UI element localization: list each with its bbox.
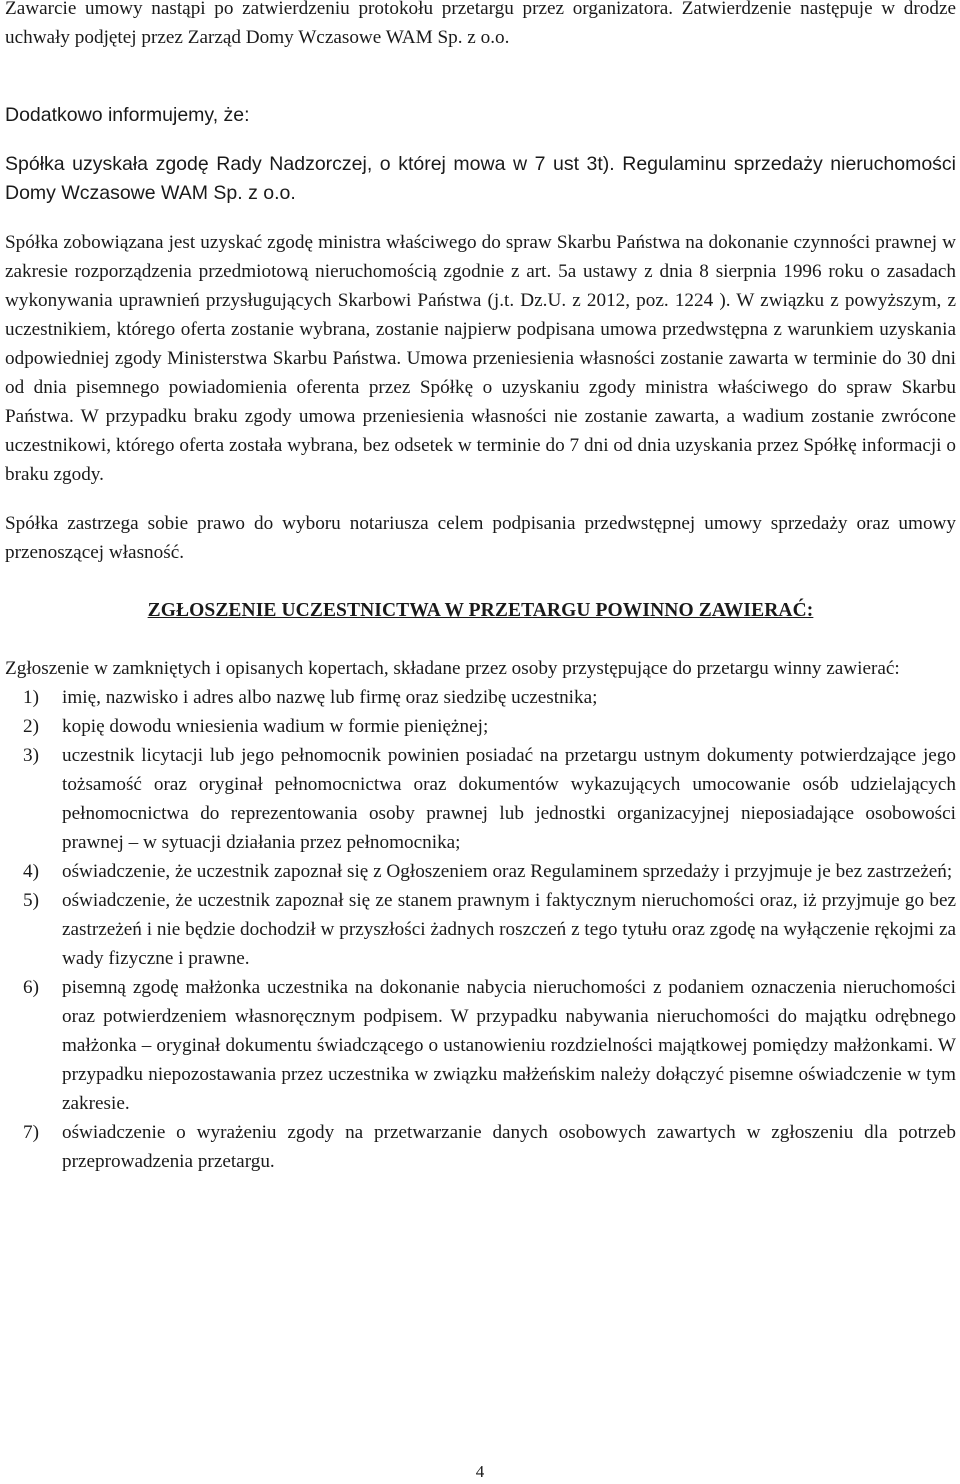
list-item-text: imię, nazwisko i adres albo nazwę lub firmę oraz siedzibę uczestnika;	[62, 687, 598, 708]
spacer	[5, 625, 956, 654]
list-item-number: 3)	[23, 745, 39, 766]
list-item-text: oświadczenie, że uczestnik zapoznał się ze stanem prawnym i faktycznym nieruchomości oraz, iż przyjmuje go bez zastrzeżeń i nie będzie dochodził w przyszłości żadnych roszczeń z tego tytułu oraz zgodę na wyłączenie rękojmi za wady fizyczne i prawne.	[62, 890, 956, 969]
list-item-number: 2)	[23, 716, 39, 737]
list-item	[5, 712, 956, 741]
spacer	[5, 208, 956, 228]
spacer	[5, 567, 956, 596]
spacer	[5, 130, 956, 150]
list-item-text: kopię dowodu wniesienia wadium w formie pieniężnej;	[62, 716, 489, 737]
section-intro: Zgłoszenie w zamkniętych i opisanych kopertach, składane przez osoby przystępujące do przetargu winny zawierać:	[5, 658, 900, 679]
closing-paragraph: Zawarcie umowy nastąpi po zatwierdzeniu protokołu przetargu przez organizatora. Zatwierdzenie następuje w drodze uchwały podjętej przez Zarząd Domy Wczasowe WAM Sp. z o.o.	[5, 0, 956, 48]
list-item-number: 7)	[23, 1122, 39, 1143]
list-item-number: 1)	[23, 687, 39, 708]
list-item-number: 5)	[23, 890, 39, 911]
document-page	[5, 0, 956, 1176]
list-item-number: 4)	[23, 861, 39, 882]
notary-paragraph: Spółka zastrzega sobie prawo do wyboru notariusza celem podpisania przedwstępnej umowy sprzedaży oraz umowy przenoszącej własność.	[5, 513, 956, 563]
list-item-text: oświadczenie, że uczestnik zapoznał się z Ogłoszeniem oraz Regulaminem sprzedaży i przyjmuje je bez zastrzeżeń;	[62, 861, 953, 882]
additional-info-intro: Dodatkowo informujemy, że:	[5, 104, 250, 126]
list-item-text: pisemną zgodę małżonka uczestnika na dokonanie nabycia nieruchomości z podaniem oznaczenia nieruchomości oraz potwierdzeniem własnoręcznym podpisem. W przypadku nabywania nieruchomości do majątku odrębnego małżonka – oryginał dokumentu świadczącego o ustanowieniu rozdzielności majątkowej pomiędzy małżonkami. W przypadku niepozostawania przez uczestnika w związku małżeńskim należy dołączyć pisemne oświadczenie w tym zakresie.	[62, 977, 956, 1114]
list-item-text: oświadczenie o wyrażeniu zgody na przetwarzanie danych osobowych zawartych w zgłoszeniu dla potrzeb przeprowadzenia przetargu.	[62, 1122, 956, 1172]
spacer	[5, 81, 956, 101]
minister-consent-paragraph: Spółka zobowiązana jest uzyskać zgodę ministra właściwego do spraw Skarbu Państwa na dokonanie czynności prawnej w zakresie rozporządzenia przedmiotową nieruchomością zgodnie z art. 5a ustawy z dnia 8 sierpnia 1996 roku o zasadach wykonywania uprawnień przysługujących Skarbowi Państwa (j.t. Dz.U. z 2012, poz. 1224 ). W związku z powyższym, z uczestnikiem, którego oferta zostanie wybrana, zostanie najpierw podpisana umowa przedwstępna z warunkiem uzyskania odpowiedniej zgody Ministerstwa Skarbu Państwa. Umowa przeniesienia własności zostanie zawarta w terminie do 30 dni od dnia pisemnego powiadomienia oferenta przez Spółkę o uzyskaniu zgody ministra właściwego do spraw Skarbu Państwa. W przypadku braku zgody umowa przeniesienia własności nie zostanie zawarta, a wadium zostanie zwrócone uczestnikowi, którego oferta została wybrana, bez odsetek w terminie do 7 dni od dnia uzyskania przez Spółkę informacji o braku zgody.	[5, 232, 956, 485]
page-number: 4	[475, 1462, 485, 1481]
list-item	[5, 886, 956, 973]
list-item	[5, 973, 956, 1118]
list-item	[5, 741, 956, 857]
list-item	[5, 857, 956, 886]
consent-paragraph: Spółka uzyskała zgodę Rady Nadzorczej, o której mowa w 7 ust 3t). Regulaminu sprzedaży nieruchomości Domy Wczasowe WAM Sp. z o.o.	[5, 153, 956, 204]
list-item-number: 6)	[23, 977, 39, 998]
spacer	[5, 52, 956, 81]
spacer	[5, 489, 956, 509]
section-heading: ZGŁOSZENIE UCZESTNICTWA W PRZETARGU POWINNO ZAWIERAĆ:	[147, 600, 814, 621]
list-item-text: uczestnik licytacji lub jego pełnomocnik powinien posiadać na przetargu ustnym dokumenty potwierdzające jego tożsamość oraz oryginał pełnomocnictwa oraz dokumentów wykazujących umocowanie osób udzielających pełnomocnictwa do reprezentowania osoby prawnej lub jednostki organizacyjnej nieposiadające osobowości prawnej – w sytuacji działania przez pełnomocnika;	[62, 745, 956, 853]
list-item	[5, 683, 956, 712]
list-item	[5, 1118, 956, 1176]
requirements-list	[5, 683, 956, 1176]
